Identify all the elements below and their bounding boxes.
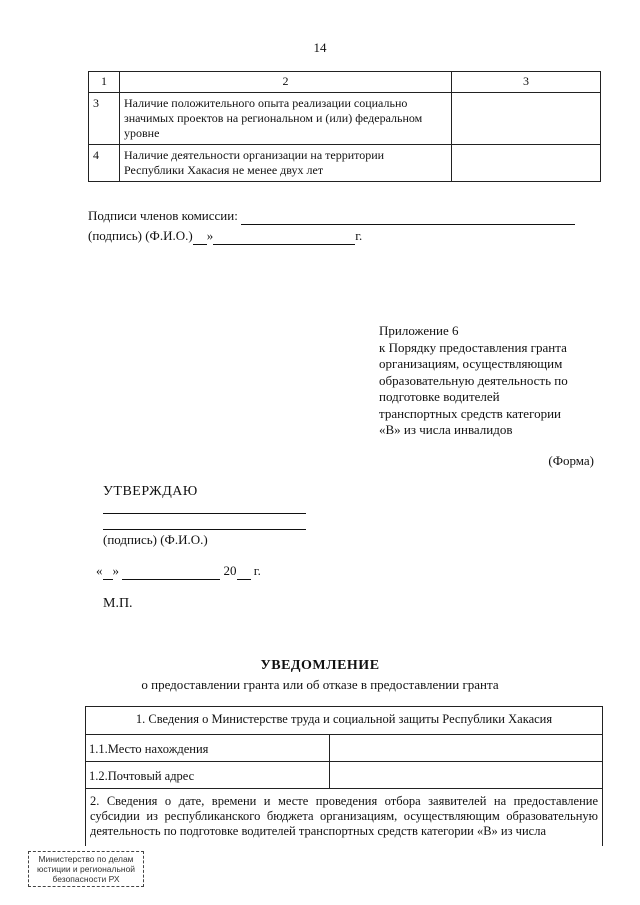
date-quote-close: » [112, 563, 119, 578]
approval-line-1 [103, 513, 306, 514]
ministry-stamp [28, 851, 144, 887]
approval-line-2 [103, 529, 306, 530]
commission-signatures [88, 208, 575, 225]
signature-blank [241, 208, 575, 225]
appendix-line: Приложение 6 [379, 323, 459, 338]
month-year-blank [213, 228, 355, 245]
stamp-line: безопасности РХ [52, 874, 120, 884]
row-number: 4 [89, 145, 120, 182]
year-suffix: г. [355, 228, 363, 243]
notice-title: УВЕДОМЛЕНИЕ [260, 658, 380, 673]
location-label: 1.1.Место нахождения [86, 735, 330, 761]
location-value [330, 735, 602, 761]
day-blank [193, 228, 207, 245]
row-value [452, 93, 601, 145]
table-row [86, 735, 602, 762]
appendix-note [379, 323, 609, 439]
quote-close: » [206, 228, 214, 243]
appendix-line: образовательную деятельность по [379, 372, 568, 388]
month-blank [122, 563, 220, 580]
appendix-line: подготовке водителей [379, 389, 500, 404]
row-text: Наличие положительного опыта реализации социально значимых проектов на региональном и (или) федеральном уровне [120, 93, 452, 145]
approval-date [96, 563, 261, 580]
table-row [89, 145, 601, 182]
year-blank [237, 563, 251, 580]
row-number: 3 [89, 93, 120, 145]
section-1-header: 1. Сведения о Министерстве труда и социальной защиты Республики Хакасия [86, 707, 602, 735]
signature-date-line [88, 228, 362, 245]
approval-signature-caption: (подпись) (Ф.И.О.) [103, 532, 208, 547]
header-cell-3: 3 [452, 72, 601, 93]
section-2-text: 2. Сведения о дате, времени и месте проведения отбора заявителей на предоставление субсидии из республиканского бюджета организациям, осуществляющим образовательную деятельность по подготовке водителей транспортных средств категории «В» из числа [90, 794, 598, 838]
table-header-row [89, 72, 601, 93]
appendix-line: организациям, осуществляющим [379, 356, 563, 371]
postal-address-value [330, 762, 602, 788]
row-text: Наличие деятельности организации на территории Республики Хакасия не менее двух лет [120, 145, 452, 182]
stamp-line: юстиции и региональной [36, 864, 136, 874]
appendix-line: «В» из числа инвалидов [379, 422, 513, 437]
form-label: (Форма) [548, 453, 594, 468]
postal-address-label: 1.2.Почтовый адрес [86, 762, 330, 788]
commission-signatures-label: Подписи членов комиссии: [88, 208, 238, 223]
stamp-place: М.П. [103, 596, 133, 611]
header-cell-1: 1 [89, 72, 120, 93]
row-value [452, 145, 601, 182]
year-prefix: 20 [223, 563, 237, 578]
day-blank [103, 563, 113, 580]
date-quote-open: « [96, 563, 103, 578]
year-suffix: г. [253, 563, 261, 578]
signature-caption: (подпись) (Ф.И.О.) [88, 228, 193, 243]
table-row [86, 762, 602, 789]
appendix-line: к Порядку предоставления гранта [379, 339, 567, 355]
header-cell-2: 2 [120, 72, 452, 93]
notice-table [85, 706, 603, 846]
table-row [89, 93, 601, 145]
page-number: 14 [313, 40, 327, 55]
notice-subtitle: о предоставлении гранта или об отказе в предоставлении гранта [141, 677, 499, 692]
criteria-table [88, 71, 601, 182]
approval-title: УТВЕРЖДАЮ [103, 484, 198, 499]
appendix-line: транспортных средств категории [379, 405, 561, 421]
stamp-line: Министерство по делам [38, 854, 134, 864]
